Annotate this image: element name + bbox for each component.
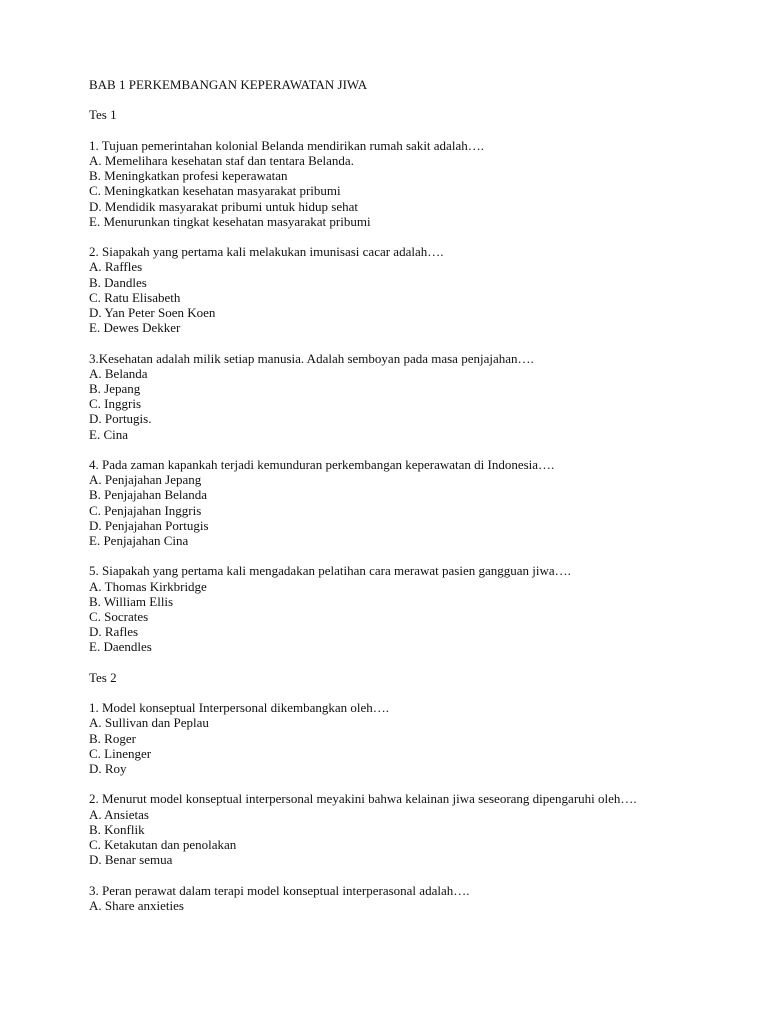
answer-option: C. Inggris xyxy=(89,396,141,412)
answer-option: D. Roy xyxy=(89,761,127,777)
answer-option: E. Cina xyxy=(89,426,128,442)
answer-option: A. Memelihara kesehatan staf dan tentara Belanda. xyxy=(89,152,354,168)
spacer xyxy=(89,123,729,138)
answer-option: B. Roger xyxy=(89,730,136,746)
question-text: 5. Siapakah yang pertama kali mengadakan pelatihan cara merawat pasien gangguan jiwa…. xyxy=(89,563,571,579)
answer-option: B. William Ellis xyxy=(89,593,174,609)
answer-option: B. Dandles xyxy=(89,274,147,290)
question-text: 1. Tujuan pemerintahan kolonial Belanda mendirikan rumah sakit adalah…. xyxy=(89,137,484,153)
spacer xyxy=(89,229,729,244)
question-text: 3.Kesehatan adalah milik setiap manusia. Adalah semboyan pada masa penjajahan…. xyxy=(89,350,534,366)
section-heading-tes-2: Tes 2 xyxy=(89,669,117,685)
question-text: 3. Peran perawat dalam terapi model konseptual interperasonal adalah…. xyxy=(89,882,470,898)
spacer xyxy=(89,685,729,700)
answer-option: B. Konflik xyxy=(89,821,145,837)
answer-option: E. Penjajahan Cina xyxy=(89,533,189,549)
answer-option: E. Menurunkan tingkat kesehatan masyarakat pribumi xyxy=(89,213,371,229)
answer-option: C. Linenger xyxy=(89,745,152,761)
answer-option: D. Rafles xyxy=(89,624,139,640)
answer-option: D. Benar semua xyxy=(89,852,173,868)
answer-option: C. Ketakutan dan penolakan xyxy=(89,837,237,853)
spacer xyxy=(89,867,729,882)
document-page xyxy=(89,77,729,913)
question-text: 2. Siapakah yang pertama kali melakukan imunisasi cacar adalah…. xyxy=(89,244,444,260)
spacer xyxy=(89,548,729,563)
question-text: 1. Model konseptual Interpersonal dikembangkan oleh…. xyxy=(89,700,390,716)
answer-option: A. Sullivan dan Peplau xyxy=(89,715,209,731)
answer-option: C. Penjajahan Inggris xyxy=(89,502,202,518)
answer-option: C. Socrates xyxy=(89,609,149,625)
spacer xyxy=(89,442,729,457)
question-text: 2. Menurut model konseptual interpersonal meyakini bahwa kelainan jiwa seseorang dipengaruhi oleh…. xyxy=(89,791,637,807)
spacer xyxy=(89,655,729,670)
answer-option: E. Daendles xyxy=(89,639,152,655)
document-title: BAB 1 PERKEMBANGAN KEPERAWATAN JIWA xyxy=(89,77,368,92)
answer-option: A. Thomas Kirkbridge xyxy=(89,578,207,594)
spacer xyxy=(89,335,729,350)
spacer xyxy=(89,776,729,791)
answer-option: D. Mendidik masyarakat pribumi untuk hidup sehat xyxy=(89,198,358,214)
answer-option: D. Portugis. xyxy=(89,411,152,427)
answer-option: D. Yan Peter Soen Koen xyxy=(89,305,216,320)
answer-option: B. Meningkatkan profesi keperawatan xyxy=(89,168,288,184)
answer-option: A. Belanda xyxy=(89,365,148,381)
question-text: 4. Pada zaman kapankah terjadi kemunduran perkembangan keperawatan di Indonesia…. xyxy=(89,457,555,472)
answer-option: A. Ansietas xyxy=(89,806,149,822)
section-heading-tes-1: Tes 1 xyxy=(89,107,117,123)
spacer xyxy=(89,92,729,107)
answer-option: B. Jepang xyxy=(89,381,141,396)
answer-option: C. Ratu Elisabeth xyxy=(89,289,181,305)
answer-option: D. Penjajahan Portugis xyxy=(89,517,209,533)
answer-option: A. Share anxieties xyxy=(89,897,184,913)
answer-option: A. Raffles xyxy=(89,259,143,275)
answer-option: B. Penjajahan Belanda xyxy=(89,487,208,503)
answer-option: A. Penjajahan Jepang xyxy=(89,472,202,488)
answer-option: C. Meningkatkan kesehatan masyarakat pribumi xyxy=(89,183,341,199)
answer-option: E. Dewes Dekker xyxy=(89,320,181,336)
